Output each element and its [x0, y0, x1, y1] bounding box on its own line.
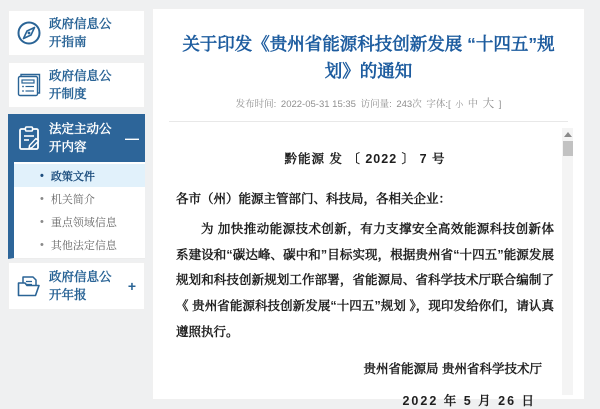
- submenu-item-key-areas-info[interactable]: [14, 210, 145, 233]
- sidebar-item-label: 政府信息公开指南: [49, 16, 112, 49]
- scroll-up-arrow-icon[interactable]: [562, 128, 573, 140]
- submenu-item-label: 政策文件: [50, 170, 95, 183]
- document-paragraph: 为 加快推动能源技术创新，有力支撑安全高效能源科技创新体系建设和“碳达峰、碳中和”目标实现，根据贵州省“十四五”能源发展规划和科技创新规划工作部署，省能源局、省科学技术厅联合编制了 《 贵州省能源科技创新发展“十四五”规划 》，现印发给你们，请认真遵照执行。: [176, 222, 554, 339]
- submenu-item-label: 机关简介: [50, 193, 95, 206]
- sidebar-item-label: 政府信息公开年报: [49, 269, 112, 302]
- document-number: 黔能源 发 〔 2022 〕 7 号: [284, 152, 446, 166]
- font-size-label: 字体:[: [426, 99, 451, 111]
- bullet-icon: •: [40, 169, 44, 182]
- submenu-item-other-statutory-info[interactable]: [14, 233, 145, 256]
- page-title: 关于印发《贵州省能源科技创新发展 “十四五”规划》的通知: [182, 34, 555, 82]
- sidebar-item-annual-report[interactable]: [8, 262, 145, 310]
- font-size-small-button[interactable]: 小: [455, 100, 464, 110]
- sidebar-item-disclosure-system[interactable]: [8, 62, 145, 108]
- sidebar-item-statutory-disclosure[interactable]: [8, 114, 145, 162]
- sidebar-item-label: 政府信息公开制度: [49, 68, 112, 101]
- publish-time-value: 2022-05-31 15:35: [280, 99, 356, 111]
- visits-label: 访问量:: [360, 99, 392, 111]
- expand-icon[interactable]: +: [127, 278, 137, 294]
- scrollbar-thumb[interactable]: [563, 141, 573, 156]
- submenu-item-label: 重点领域信息: [50, 216, 117, 229]
- article-card: [152, 8, 585, 409]
- compass-icon: [9, 20, 49, 46]
- content-scrollbar[interactable]: [562, 128, 573, 395]
- ledger-icon: [9, 72, 49, 98]
- bullet-icon: •: [40, 238, 44, 251]
- clipboard-pen-icon: [9, 125, 49, 152]
- collapse-icon[interactable]: —: [125, 130, 139, 146]
- folder-report-icon: [9, 273, 49, 299]
- article-meta: [153, 95, 584, 111]
- divider: [169, 121, 568, 122]
- sidebar-item-disclosure-guide[interactable]: [8, 10, 145, 56]
- publish-time-label: 发布时间:: [235, 99, 277, 111]
- document-date: 2022 年 5 月 26 日: [402, 394, 536, 409]
- bullet-icon: •: [40, 192, 44, 205]
- submenu-item-agency-profile[interactable]: [14, 187, 145, 210]
- sidebar-item-label: 法定主动公开内容: [49, 121, 112, 154]
- submenu-item-policy-documents[interactable]: [14, 164, 145, 187]
- document-body: [176, 131, 554, 409]
- font-size-large-button[interactable]: 大: [482, 98, 495, 111]
- font-size-label-close: ]: [498, 99, 502, 111]
- document-signoff: 贵州省能源局 贵州省科学技术厅: [363, 362, 542, 377]
- document-salutation: 各市（州）能源主管部门、科技局，各相关企业：: [176, 192, 452, 206]
- statutory-submenu: [8, 162, 145, 259]
- font-size-medium-button[interactable]: 中: [467, 99, 478, 111]
- visits-value: 243次: [396, 99, 422, 111]
- bullet-icon: •: [40, 215, 44, 228]
- submenu-item-label: 其他法定信息: [50, 239, 117, 252]
